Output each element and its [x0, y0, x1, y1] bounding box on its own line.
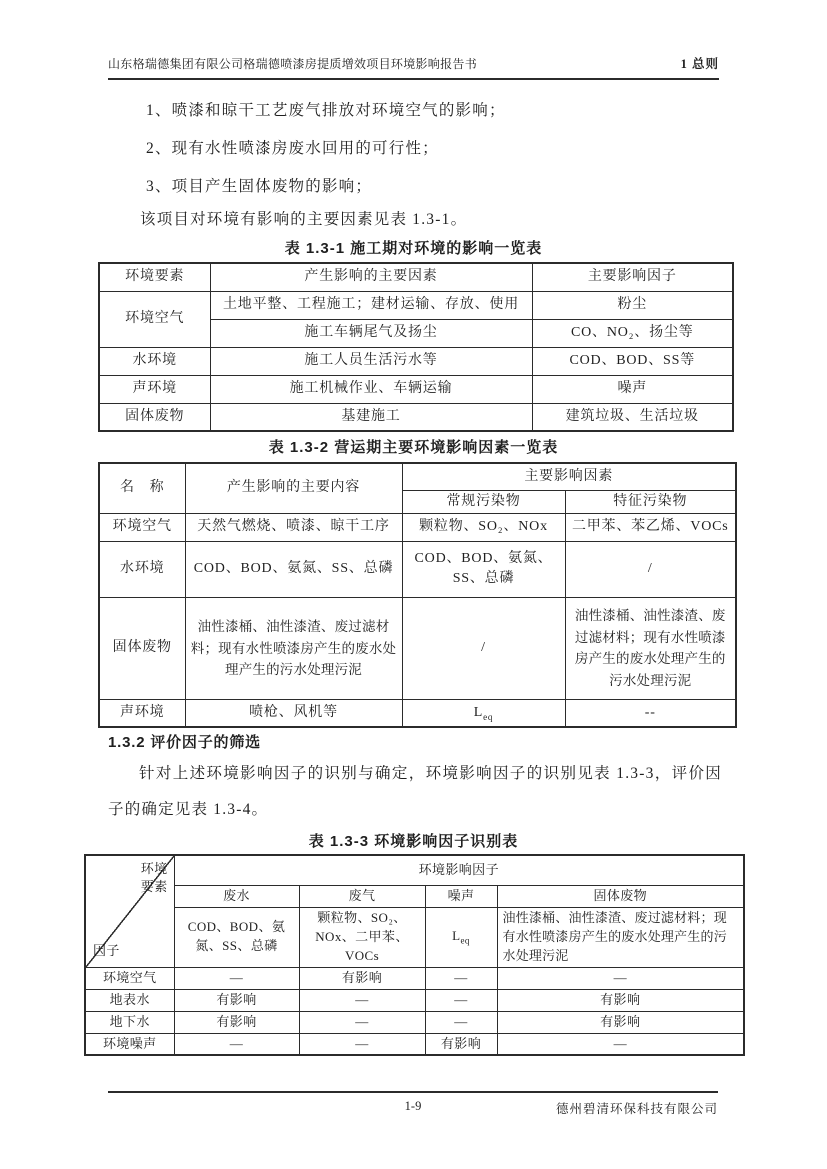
impact-factor-cell: 建筑垃圾、生活垃圾 — [532, 403, 733, 431]
impact-factor-cell: 噪声 — [532, 375, 733, 403]
col-header-content: 产生影响的主要内容 — [185, 463, 402, 513]
impact-content-cell: COD、BOD、氨氮、SS、总磷 — [185, 541, 402, 597]
regular-pollutant-cell: COD、BOD、氨氮、SS、总磷 — [402, 541, 565, 597]
table-row — [99, 699, 736, 727]
impact-list-item-1: 1、喷漆和晾干工艺废气排放对环境空气的影响； — [146, 102, 506, 119]
noise-leq-cell — [402, 699, 565, 727]
table-row — [99, 403, 733, 431]
solid-waste-factors-cell: 油性漆桶、油性漆渣、废过滤材料；现有水性喷漆房产生的废水处理产生的污水处理污泥 — [497, 907, 744, 967]
impact-source-cell: 基建施工 — [210, 403, 532, 431]
impact-factor-cell: CO、NO₂、扬尘等 — [532, 319, 733, 347]
report-title: 山东格瑞德集团有限公司格瑞德喷漆房提质增效项目环境影响报告书 — [108, 57, 478, 71]
section-heading: 1.3.2 评价因子的筛选 — [108, 734, 261, 752]
col-header-waste-gas: 废气 — [299, 885, 425, 907]
table-row — [85, 989, 744, 1011]
impact-source-cell: 施工机械作业、车辆运输 — [210, 375, 532, 403]
leq-base: L — [473, 704, 484, 720]
env-element-cell: 水环境 — [99, 347, 210, 375]
noise-leq-cell — [425, 907, 497, 967]
impact-mark-cell: 有影响 — [497, 1011, 744, 1033]
col-header-wastewater: 废水 — [174, 885, 299, 907]
impact-mark-cell: — — [174, 1033, 299, 1055]
factor-values-row — [85, 907, 744, 967]
col-header-factor: 主要影响因子 — [532, 263, 733, 291]
impact-mark-cell: 有影响 — [174, 1011, 299, 1033]
env-element-cell: 声环境 — [99, 699, 185, 727]
regular-pollutant-cell: 颗粒物、SO₂、NOx — [402, 513, 565, 541]
col-header-element: 环境要素 — [99, 263, 210, 291]
page-header — [108, 54, 719, 80]
col-header-regular: 常规污染物 — [402, 490, 565, 513]
env-element-cell: 地下水 — [85, 1011, 174, 1033]
table-header-row — [99, 463, 736, 490]
page-content — [0, 92, 827, 1056]
lead-paragraph: 该项目对环境有影响的主要因素见表 1.3-1。 — [140, 211, 468, 228]
table-row — [99, 597, 736, 699]
table-header-row — [85, 855, 744, 885]
wastewater-factors-cell: COD、BOD、氨氮、SS、总磷 — [174, 907, 299, 967]
table-row — [99, 513, 736, 541]
impact-mark-cell: 有影响 — [497, 989, 744, 1011]
impact-source-cell: 施工人员生活污水等 — [210, 347, 532, 375]
env-element-cell: 环境空气 — [99, 291, 210, 347]
table2-caption: 表 1.3-2 营运期主要环境影响因素一览表 — [268, 439, 559, 456]
leq-subscript: eq — [483, 711, 494, 722]
table-row — [99, 347, 733, 375]
impact-mark-cell: — — [497, 1033, 744, 1055]
col-header-name: 名 称 — [99, 463, 185, 513]
table-row — [99, 375, 733, 403]
impact-mark-cell: — — [299, 989, 425, 1011]
impact-source-cell: 土地平整、工程施工；建材运输、存放、使用 — [210, 291, 532, 319]
impact-list-item-2: 2、现有水性喷漆房废水回用的可行性； — [146, 140, 439, 157]
table-row — [99, 541, 736, 597]
special-pollutant-cell: 油性漆桶、油性漆渣、废过滤材料；现有水性喷漆房产生的废水处理产生的污水处理污泥 — [565, 597, 736, 699]
impact-mark-cell: — — [174, 967, 299, 989]
col-header-noise: 噪声 — [425, 885, 497, 907]
table1-caption: 表 1.3-1 施工期对环境的影响一览表 — [284, 240, 543, 257]
impact-mark-cell: — — [425, 967, 497, 989]
impact-mark-cell: 有影响 — [425, 1033, 497, 1055]
env-element-cell: 固体废物 — [99, 597, 185, 699]
waste-gas-factors-cell: 颗粒物、SO₂、NOx、二甲苯、VOCs — [299, 907, 425, 967]
corner-label-factor: 因子 — [93, 942, 120, 958]
impact-mark-cell: 有影响 — [174, 989, 299, 1011]
impact-mark-cell: — — [299, 1033, 425, 1055]
page-footer — [108, 1091, 718, 1119]
table-row — [85, 967, 744, 989]
env-element-cell: 环境空气 — [99, 513, 185, 541]
table-row — [99, 291, 733, 319]
corner-label-element: 环境要素 — [140, 861, 168, 894]
col-header-special: 特征污染物 — [565, 490, 736, 513]
impact-mark-cell: 有影响 — [299, 967, 425, 989]
page-number: 1-9 — [404, 1099, 422, 1113]
impact-content-cell: 油性漆桶、油性漆渣、废过滤材料；现有水性喷漆房产生的废水处理产生的污水处理污泥 — [185, 597, 402, 699]
env-element-cell: 环境空气 — [85, 967, 174, 989]
table3-caption: 表 1.3-3 环境影响因子识别表 — [308, 833, 519, 851]
special-pollutant-cell: / — [565, 541, 736, 597]
impact-mark-cell: — — [497, 967, 744, 989]
env-element-cell: 地表水 — [85, 989, 174, 1011]
regular-pollutant-cell: / — [402, 597, 565, 699]
section-paragraph: 针对上述环境影响因子的识别与确定，环境影响因子的识别见表 1.3-3，评价因子的确定见表 1.3-4。 — [108, 765, 722, 819]
env-element-cell: 水环境 — [99, 541, 185, 597]
col-header-source: 产生影响的主要因素 — [210, 263, 532, 291]
impact-factor-cell: 粉尘 — [532, 291, 733, 319]
impact-list-item-3: 3、项目产生固体废物的影响； — [146, 178, 373, 195]
company-name: 德州碧清环保科技有限公司 — [555, 1102, 718, 1116]
special-pollutant-cell: 二甲苯、苯乙烯、VOCs — [565, 513, 736, 541]
impact-content-cell: 喷枪、风机等 — [185, 699, 402, 727]
table-subheader-row — [85, 885, 744, 907]
impact-source-cell: 施工车辆尾气及扬尘 — [210, 319, 532, 347]
impact-factor-cell: COD、BOD、SS等 — [532, 347, 733, 375]
impact-mark-cell: — — [299, 1011, 425, 1033]
col-header-factors: 主要影响因素 — [402, 463, 736, 490]
env-element-cell: 固体废物 — [99, 403, 210, 431]
table-row — [85, 1011, 744, 1033]
diagonal-corner-cell — [85, 855, 174, 967]
col-header-solid-waste: 固体废物 — [497, 885, 744, 907]
special-pollutant-cell: -- — [565, 699, 736, 727]
construction-impact-table — [98, 262, 734, 432]
leq-base: L — [452, 927, 461, 943]
leq-subscript: eq — [460, 935, 470, 946]
operation-impact-table — [98, 462, 737, 728]
impact-mark-cell: — — [425, 989, 497, 1011]
impact-mark-cell: — — [425, 1011, 497, 1033]
factor-identification-table — [84, 854, 745, 1056]
table-row — [85, 1033, 744, 1055]
table-header-row — [99, 263, 733, 291]
env-element-cell: 环境噪声 — [85, 1033, 174, 1055]
span-header-cell: 环境影响因子 — [174, 855, 744, 885]
chapter-label: 1 总则 — [680, 57, 719, 71]
impact-content-cell: 天然气燃烧、喷漆、晾干工序 — [185, 513, 402, 541]
env-element-cell: 声环境 — [99, 375, 210, 403]
